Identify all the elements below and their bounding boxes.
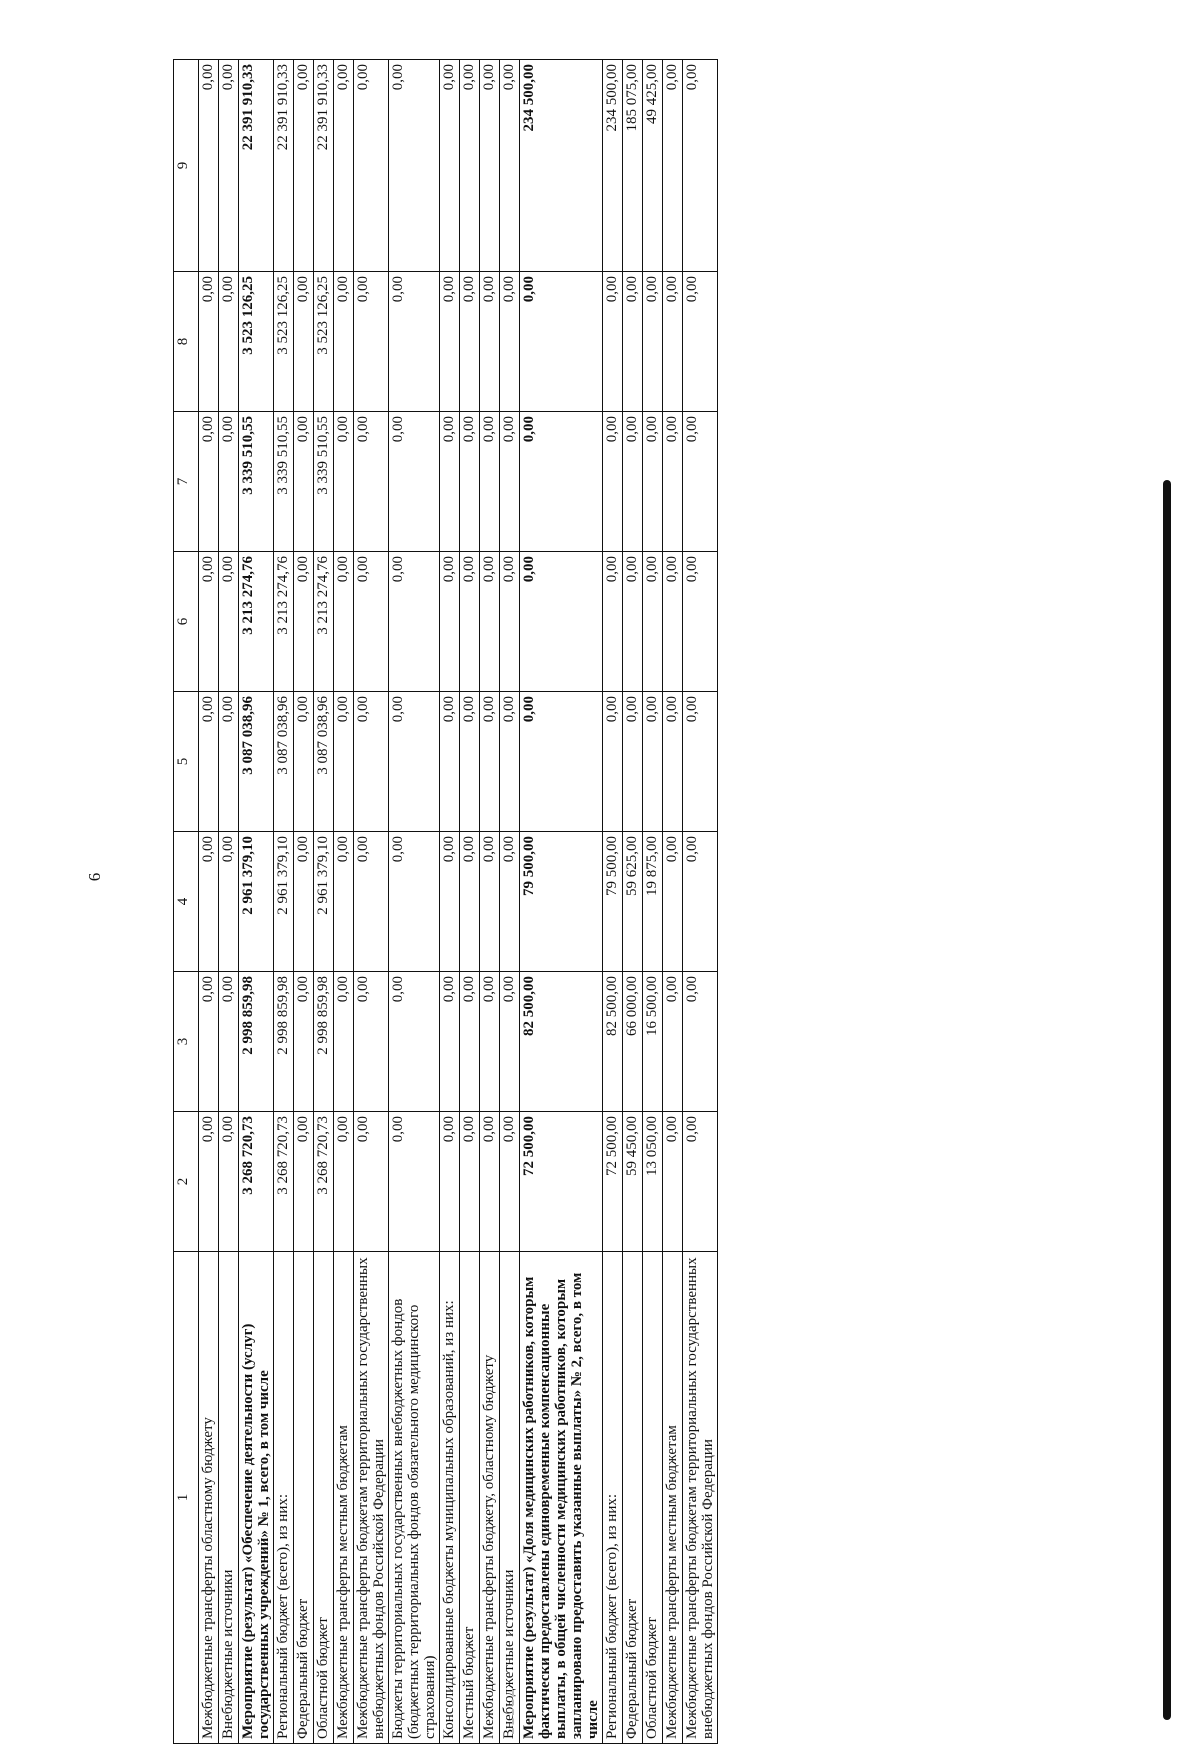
row-value: 22 391 910,33 bbox=[274, 60, 294, 272]
row-value: 3 213 274,76 bbox=[239, 552, 274, 692]
row-value: 0,00 bbox=[480, 692, 500, 832]
row-value: 0,00 bbox=[520, 272, 603, 412]
row-value: 0,00 bbox=[199, 552, 219, 692]
row-value: 0,00 bbox=[500, 972, 520, 1112]
row-value: 0,00 bbox=[199, 60, 219, 272]
row-label: Межбюджетные трансферты областному бюджету bbox=[199, 1252, 219, 1744]
row-value: 0,00 bbox=[683, 60, 718, 272]
row-value: 0,00 bbox=[460, 692, 480, 832]
row-value: 3 087 038,96 bbox=[274, 692, 294, 832]
row-value: 0,00 bbox=[603, 412, 623, 552]
row-value: 49 425,00 bbox=[643, 60, 663, 272]
row-value: 0,00 bbox=[334, 552, 354, 692]
row-value: 0,00 bbox=[219, 972, 239, 1112]
column-header: 5 bbox=[174, 692, 199, 832]
row-value: 2 961 379,10 bbox=[314, 832, 334, 972]
row-value: 0,00 bbox=[354, 832, 389, 972]
budget-table-container bbox=[173, 60, 1100, 1744]
row-value: 0,00 bbox=[389, 832, 440, 972]
row-value: 3 268 720,73 bbox=[314, 1112, 334, 1252]
row-value: 0,00 bbox=[334, 692, 354, 832]
row-value: 0,00 bbox=[500, 552, 520, 692]
row-label: Межбюджетные трансферты бюджетам территориальных государственных внебюджетных фондов Российской Федерации bbox=[354, 1252, 389, 1744]
table-row bbox=[500, 60, 520, 1744]
row-value: 0,00 bbox=[389, 552, 440, 692]
row-value: 0,00 bbox=[500, 1112, 520, 1252]
row-value: 0,00 bbox=[354, 972, 389, 1112]
row-value: 0,00 bbox=[663, 832, 683, 972]
row-value: 0,00 bbox=[440, 552, 460, 692]
row-value: 0,00 bbox=[500, 272, 520, 412]
row-value: 0,00 bbox=[520, 692, 603, 832]
row-value: 185 075,00 bbox=[623, 60, 643, 272]
row-value: 0,00 bbox=[480, 1112, 500, 1252]
row-value: 0,00 bbox=[500, 832, 520, 972]
row-value: 0,00 bbox=[354, 272, 389, 412]
row-value: 13 050,00 bbox=[643, 1112, 663, 1252]
column-header: 1 bbox=[174, 1252, 199, 1744]
row-value: 0,00 bbox=[389, 412, 440, 552]
row-label: Мероприятие (результат) «Доля медицинских работников, которым фактически предоставлены единовременные компенсационные выплаты, в общей численности медицинских работников, которым запланировано предоставить указанные выплаты» № 2, всего, в том числе bbox=[520, 1252, 603, 1744]
row-value: 0,00 bbox=[663, 1112, 683, 1252]
row-value: 72 500,00 bbox=[603, 1112, 623, 1252]
row-value: 0,00 bbox=[334, 832, 354, 972]
row-value: 0,00 bbox=[440, 412, 460, 552]
row-value: 0,00 bbox=[294, 412, 314, 552]
row-value: 0,00 bbox=[440, 1112, 460, 1252]
row-label: Межбюджетные трансферты бюджету, областному бюджету bbox=[480, 1252, 500, 1744]
column-header: 4 bbox=[174, 832, 199, 972]
row-value: 0,00 bbox=[480, 832, 500, 972]
row-value: 0,00 bbox=[623, 692, 643, 832]
row-value: 66 000,00 bbox=[623, 972, 643, 1112]
row-value: 0,00 bbox=[219, 272, 239, 412]
row-value: 82 500,00 bbox=[603, 972, 623, 1112]
row-value: 3 268 720,73 bbox=[274, 1112, 294, 1252]
column-header-row bbox=[174, 60, 199, 1744]
row-value: 0,00 bbox=[389, 272, 440, 412]
row-value: 0,00 bbox=[480, 552, 500, 692]
row-value: 0,00 bbox=[294, 832, 314, 972]
table-row bbox=[440, 60, 460, 1744]
row-value: 0,00 bbox=[354, 692, 389, 832]
row-label: Федеральный бюджет bbox=[294, 1252, 314, 1744]
column-header: 7 bbox=[174, 412, 199, 552]
column-header: 2 bbox=[174, 1112, 199, 1252]
row-value: 3 268 720,73 bbox=[239, 1112, 274, 1252]
row-value: 0,00 bbox=[480, 60, 500, 272]
row-value: 0,00 bbox=[219, 552, 239, 692]
row-value: 0,00 bbox=[219, 1112, 239, 1252]
row-value: 0,00 bbox=[294, 692, 314, 832]
row-value: 0,00 bbox=[480, 412, 500, 552]
row-value: 0,00 bbox=[199, 692, 219, 832]
row-value: 0,00 bbox=[603, 272, 623, 412]
row-label: Региональный бюджет (всего), из них: bbox=[603, 1252, 623, 1744]
row-value: 0,00 bbox=[623, 552, 643, 692]
row-value: 0,00 bbox=[520, 552, 603, 692]
row-value: 2 961 379,10 bbox=[239, 832, 274, 972]
row-value: 0,00 bbox=[334, 272, 354, 412]
row-value: 0,00 bbox=[219, 692, 239, 832]
row-value: 59 625,00 bbox=[623, 832, 643, 972]
row-value: 0,00 bbox=[294, 272, 314, 412]
row-value: 0,00 bbox=[389, 60, 440, 272]
row-value: 0,00 bbox=[663, 552, 683, 692]
row-label: Бюджеты территориальных государственных внебюджетных фондов (бюджетных территориальных фондов обязательного медицинского страхования) bbox=[389, 1252, 440, 1744]
row-value: 0,00 bbox=[460, 412, 480, 552]
row-value: 0,00 bbox=[683, 552, 718, 692]
table-row bbox=[643, 60, 663, 1744]
table-row bbox=[460, 60, 480, 1744]
row-value: 22 391 910,33 bbox=[314, 60, 334, 272]
row-value: 3 213 274,76 bbox=[274, 552, 294, 692]
table-row bbox=[603, 60, 623, 1744]
row-value: 0,00 bbox=[460, 1112, 480, 1252]
table-row bbox=[354, 60, 389, 1744]
row-value: 0,00 bbox=[199, 832, 219, 972]
row-value: 0,00 bbox=[199, 412, 219, 552]
row-value: 0,00 bbox=[219, 60, 239, 272]
row-value: 0,00 bbox=[294, 60, 314, 272]
row-value: 0,00 bbox=[643, 272, 663, 412]
row-value: 72 500,00 bbox=[520, 1112, 603, 1252]
row-value: 0,00 bbox=[354, 1112, 389, 1252]
row-value: 0,00 bbox=[294, 1112, 314, 1252]
row-value: 0,00 bbox=[663, 60, 683, 272]
row-value: 0,00 bbox=[643, 412, 663, 552]
row-value: 0,00 bbox=[663, 412, 683, 552]
row-label: Местный бюджет bbox=[460, 1252, 480, 1744]
column-header: 8 bbox=[174, 272, 199, 412]
row-value: 0,00 bbox=[480, 272, 500, 412]
row-value: 16 500,00 bbox=[643, 972, 663, 1112]
row-value: 0,00 bbox=[520, 412, 603, 552]
row-value: 0,00 bbox=[663, 692, 683, 832]
row-value: 0,00 bbox=[480, 972, 500, 1112]
row-value: 0,00 bbox=[334, 412, 354, 552]
row-value: 0,00 bbox=[603, 692, 623, 832]
row-value: 0,00 bbox=[623, 272, 643, 412]
scan-edge-bar bbox=[1163, 480, 1171, 1720]
row-value: 0,00 bbox=[440, 272, 460, 412]
scan-dashes bbox=[512, 1690, 522, 1734]
row-label: Федеральный бюджет bbox=[623, 1252, 643, 1744]
row-label: Внебюджетные источники bbox=[500, 1252, 520, 1744]
row-value: 0,00 bbox=[460, 552, 480, 692]
row-value: 2 998 859,98 bbox=[314, 972, 334, 1112]
table-row bbox=[480, 60, 500, 1744]
row-label: Региональный бюджет (всего), из них: bbox=[274, 1252, 294, 1744]
row-label: Внебюджетные источники bbox=[219, 1252, 239, 1744]
table-row bbox=[334, 60, 354, 1744]
row-value: 79 500,00 bbox=[520, 832, 603, 972]
row-value: 3 523 126,25 bbox=[239, 272, 274, 412]
row-value: 0,00 bbox=[294, 552, 314, 692]
row-value: 0,00 bbox=[334, 1112, 354, 1252]
row-value: 234 500,00 bbox=[603, 60, 623, 272]
row-value: 0,00 bbox=[389, 692, 440, 832]
row-value: 0,00 bbox=[683, 972, 718, 1112]
row-label: Межбюджетные трансферты местным бюджетам bbox=[334, 1252, 354, 1744]
row-value: 0,00 bbox=[219, 412, 239, 552]
row-value: 0,00 bbox=[643, 552, 663, 692]
table-row bbox=[199, 60, 219, 1744]
row-value: 0,00 bbox=[683, 412, 718, 552]
row-value: 19 875,00 bbox=[643, 832, 663, 972]
row-label: Мероприятие (результат) «Обеспечение деятельности (услуг) государственных учреждений» № 1, всего, в том числе bbox=[239, 1252, 274, 1744]
row-value: 0,00 bbox=[294, 972, 314, 1112]
row-value: 0,00 bbox=[440, 692, 460, 832]
row-value: 0,00 bbox=[663, 972, 683, 1112]
row-value: 0,00 bbox=[460, 272, 480, 412]
row-value: 82 500,00 bbox=[520, 972, 603, 1112]
row-label: Областной бюджет bbox=[643, 1252, 663, 1744]
row-value: 0,00 bbox=[623, 412, 643, 552]
budget-table bbox=[173, 59, 718, 1744]
row-value: 0,00 bbox=[440, 60, 460, 272]
row-value: 0,00 bbox=[219, 832, 239, 972]
row-value: 3 213 274,76 bbox=[314, 552, 334, 692]
row-value: 0,00 bbox=[334, 60, 354, 272]
row-value: 3 339 510,55 bbox=[274, 412, 294, 552]
row-value: 0,00 bbox=[199, 272, 219, 412]
table-row bbox=[389, 60, 440, 1744]
row-value: 0,00 bbox=[354, 60, 389, 272]
row-value: 59 450,00 bbox=[623, 1112, 643, 1252]
row-value: 0,00 bbox=[199, 972, 219, 1112]
row-value: 3 339 510,55 bbox=[239, 412, 274, 552]
row-value: 234 500,00 bbox=[520, 60, 603, 272]
row-value: 0,00 bbox=[460, 972, 480, 1112]
row-value: 0,00 bbox=[663, 272, 683, 412]
row-value: 0,00 bbox=[683, 692, 718, 832]
table-body bbox=[199, 60, 718, 1744]
row-label: Межбюджетные трансферты местным бюджетам bbox=[663, 1252, 683, 1744]
row-value: 79 500,00 bbox=[603, 832, 623, 972]
row-value: 0,00 bbox=[354, 412, 389, 552]
row-value: 2 961 379,10 bbox=[274, 832, 294, 972]
table-row bbox=[239, 60, 274, 1744]
row-value: 0,00 bbox=[354, 552, 389, 692]
row-value: 0,00 bbox=[683, 1112, 718, 1252]
table-row bbox=[294, 60, 314, 1744]
row-value: 3 523 126,25 bbox=[314, 272, 334, 412]
column-header: 6 bbox=[174, 552, 199, 692]
row-value: 2 998 859,98 bbox=[239, 972, 274, 1112]
row-value: 0,00 bbox=[389, 1112, 440, 1252]
table-row bbox=[623, 60, 643, 1744]
table-row bbox=[663, 60, 683, 1744]
row-value: 0,00 bbox=[603, 552, 623, 692]
row-label: Областной бюджет bbox=[314, 1252, 334, 1744]
row-value: 0,00 bbox=[440, 832, 460, 972]
column-header: 3 bbox=[174, 972, 199, 1112]
row-value: 0,00 bbox=[683, 272, 718, 412]
table-row bbox=[219, 60, 239, 1744]
row-value: 0,00 bbox=[683, 832, 718, 972]
row-value: 0,00 bbox=[500, 412, 520, 552]
row-value: 0,00 bbox=[500, 60, 520, 272]
row-value: 3 339 510,55 bbox=[314, 412, 334, 552]
row-value: 0,00 bbox=[440, 972, 460, 1112]
row-value: 3 087 038,96 bbox=[239, 692, 274, 832]
row-value: 3 523 126,25 bbox=[274, 272, 294, 412]
row-value: 0,00 bbox=[334, 972, 354, 1112]
table-row bbox=[683, 60, 718, 1744]
row-value: 0,00 bbox=[389, 972, 440, 1112]
row-label: Межбюджетные трансферты бюджетам территориальных государственных внебюджетных фондов Российской Федерации bbox=[683, 1252, 718, 1744]
row-label: Консолидированные бюджеты муниципальных образований, из них: bbox=[440, 1252, 460, 1744]
row-value: 0,00 bbox=[460, 832, 480, 972]
page-number: 6 bbox=[85, 872, 104, 882]
row-value: 0,00 bbox=[643, 692, 663, 832]
row-value: 22 391 910,33 bbox=[239, 60, 274, 272]
row-value: 0,00 bbox=[500, 692, 520, 832]
row-value: 2 998 859,98 bbox=[274, 972, 294, 1112]
row-value: 0,00 bbox=[460, 60, 480, 272]
row-value: 3 087 038,96 bbox=[314, 692, 334, 832]
table-row bbox=[274, 60, 294, 1744]
table-row bbox=[520, 60, 603, 1744]
table-row bbox=[314, 60, 334, 1744]
column-header: 9 bbox=[174, 60, 199, 272]
row-value: 0,00 bbox=[199, 1112, 219, 1252]
